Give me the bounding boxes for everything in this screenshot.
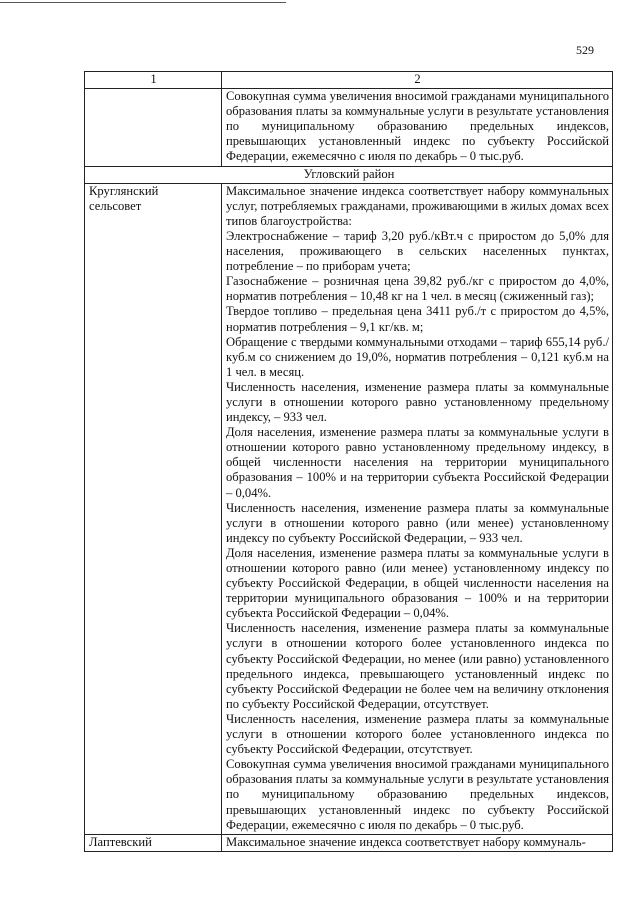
table-row-laptevsky: [85, 834, 613, 851]
municipality-name: Лаптевский: [85, 834, 222, 851]
paragraph: Максимальное значение индекса соответствует набору коммуналь-: [226, 834, 586, 849]
paragraph: Обращение с твердыми коммунальными отходами – тариф 655,14 руб./куб.м со снижением до 19,0%, норматив потребления – 0,121 куб.м на 1 чел. в месяц.: [226, 334, 609, 379]
paragraph: Твердое топливо – предельная цена 3411 руб./т с приростом до 4,5%, норматив потребления – 9,1 кг/кв. м;: [226, 304, 609, 334]
municipality-description: [222, 834, 613, 851]
paragraph: Доля населения, изменение размера платы за коммунальные услуги в отношении которого равно (или менее) установленному индексу по субъекту Российской Федерации, в общей численности населения на территории муниципального образования – 100% и на территории субъекта Российской Федерации – 0,04%.: [226, 545, 609, 621]
municipality-name: Круглянский сельсовет: [85, 183, 222, 834]
paragraph: Максимальное значение индекса соответствует набору коммунальных услуг, потребляемых гражданами, проживающими в жилых домах всех типов благоустройства:: [226, 183, 609, 228]
page-number: 529: [576, 43, 594, 57]
paragraph: Газоснабжение – розничная цена 39,82 руб./кг с приростом до 4,0%, норматив потребления – 10,48 кг на 1 чел. в месяц (сжиженный газ);: [226, 274, 609, 304]
table-row-kruglyansky: [85, 183, 613, 834]
paragraph: Совокупная сумма увеличения вносимой гражданами муниципального образования платы за коммунальные услуги в результате установления по муниципальному образованию предельных индексов, превышающих установленный индекс по субъекту Российской Федерации, ежемесячно с июля по декабрь – 0 тыс.руб.: [226, 757, 609, 832]
table-row-continued: [85, 89, 613, 166]
paragraph: Численность населения, изменение размера платы за коммунальные услуги в отношении которого более установленного индекса по субъекту Российской Федерации, но менее (или равно) установленного предельного индекса, превышающего установленный индекс по субъекту Российской Федерации не более чем на величину отклонения по субъекту Российской Федерации, отсутствует.: [226, 621, 609, 711]
tariff-table: [84, 71, 613, 852]
district-row: [85, 166, 613, 183]
district-name: Угловский район: [85, 166, 613, 183]
paragraph: Доля населения, изменение размера платы за коммунальные услуги в отношении которого равно установленному предельному индексу, в общей численности населения на территории муниципального образования – 100% и на территории субъекта Российской Федерации – 0,04%.: [226, 425, 609, 500]
table-header-row: [85, 72, 613, 89]
paragraph: Совокупная сумма увеличения вносимой гражданами муниципального образования платы за коммунальные услуги в результате установления по муниципальному образованию предельных индексов, превышающих установленный индекс по субъекту Российской Федерации, ежемесячно с июля по декабрь – 0 тыс.руб.: [226, 89, 609, 164]
paragraph: Численность населения, изменение размера платы за коммунальные услуги в отношении которого равно (или менее) установленному индексу по субъекту Российской Федерации, – 933 чел.: [226, 500, 609, 545]
paragraph: Численность населения, изменение размера платы за коммунальные услуги в отношении которого равно установленному предельному индексу, – 933 чел.: [226, 379, 609, 425]
header-col-2: 2: [222, 72, 613, 89]
paragraph: Электроснабжение – тариф 3,20 руб./кВт.ч с приростом до 5,0% для населения, проживающего в сельских населенных пунктах, потребление – по приборам учета;: [226, 228, 609, 274]
paragraph: Численность населения, изменение размера платы за коммунальные услуги в отношении которого более установленного индекса по субъекту Российской Федерации, отсутствует.: [226, 711, 609, 757]
header-col-1: 1: [85, 72, 222, 89]
row-name-continued: [85, 89, 222, 166]
top-rule: [0, 2, 286, 3]
row-text-continued: [222, 89, 613, 166]
municipality-description: [222, 183, 613, 834]
